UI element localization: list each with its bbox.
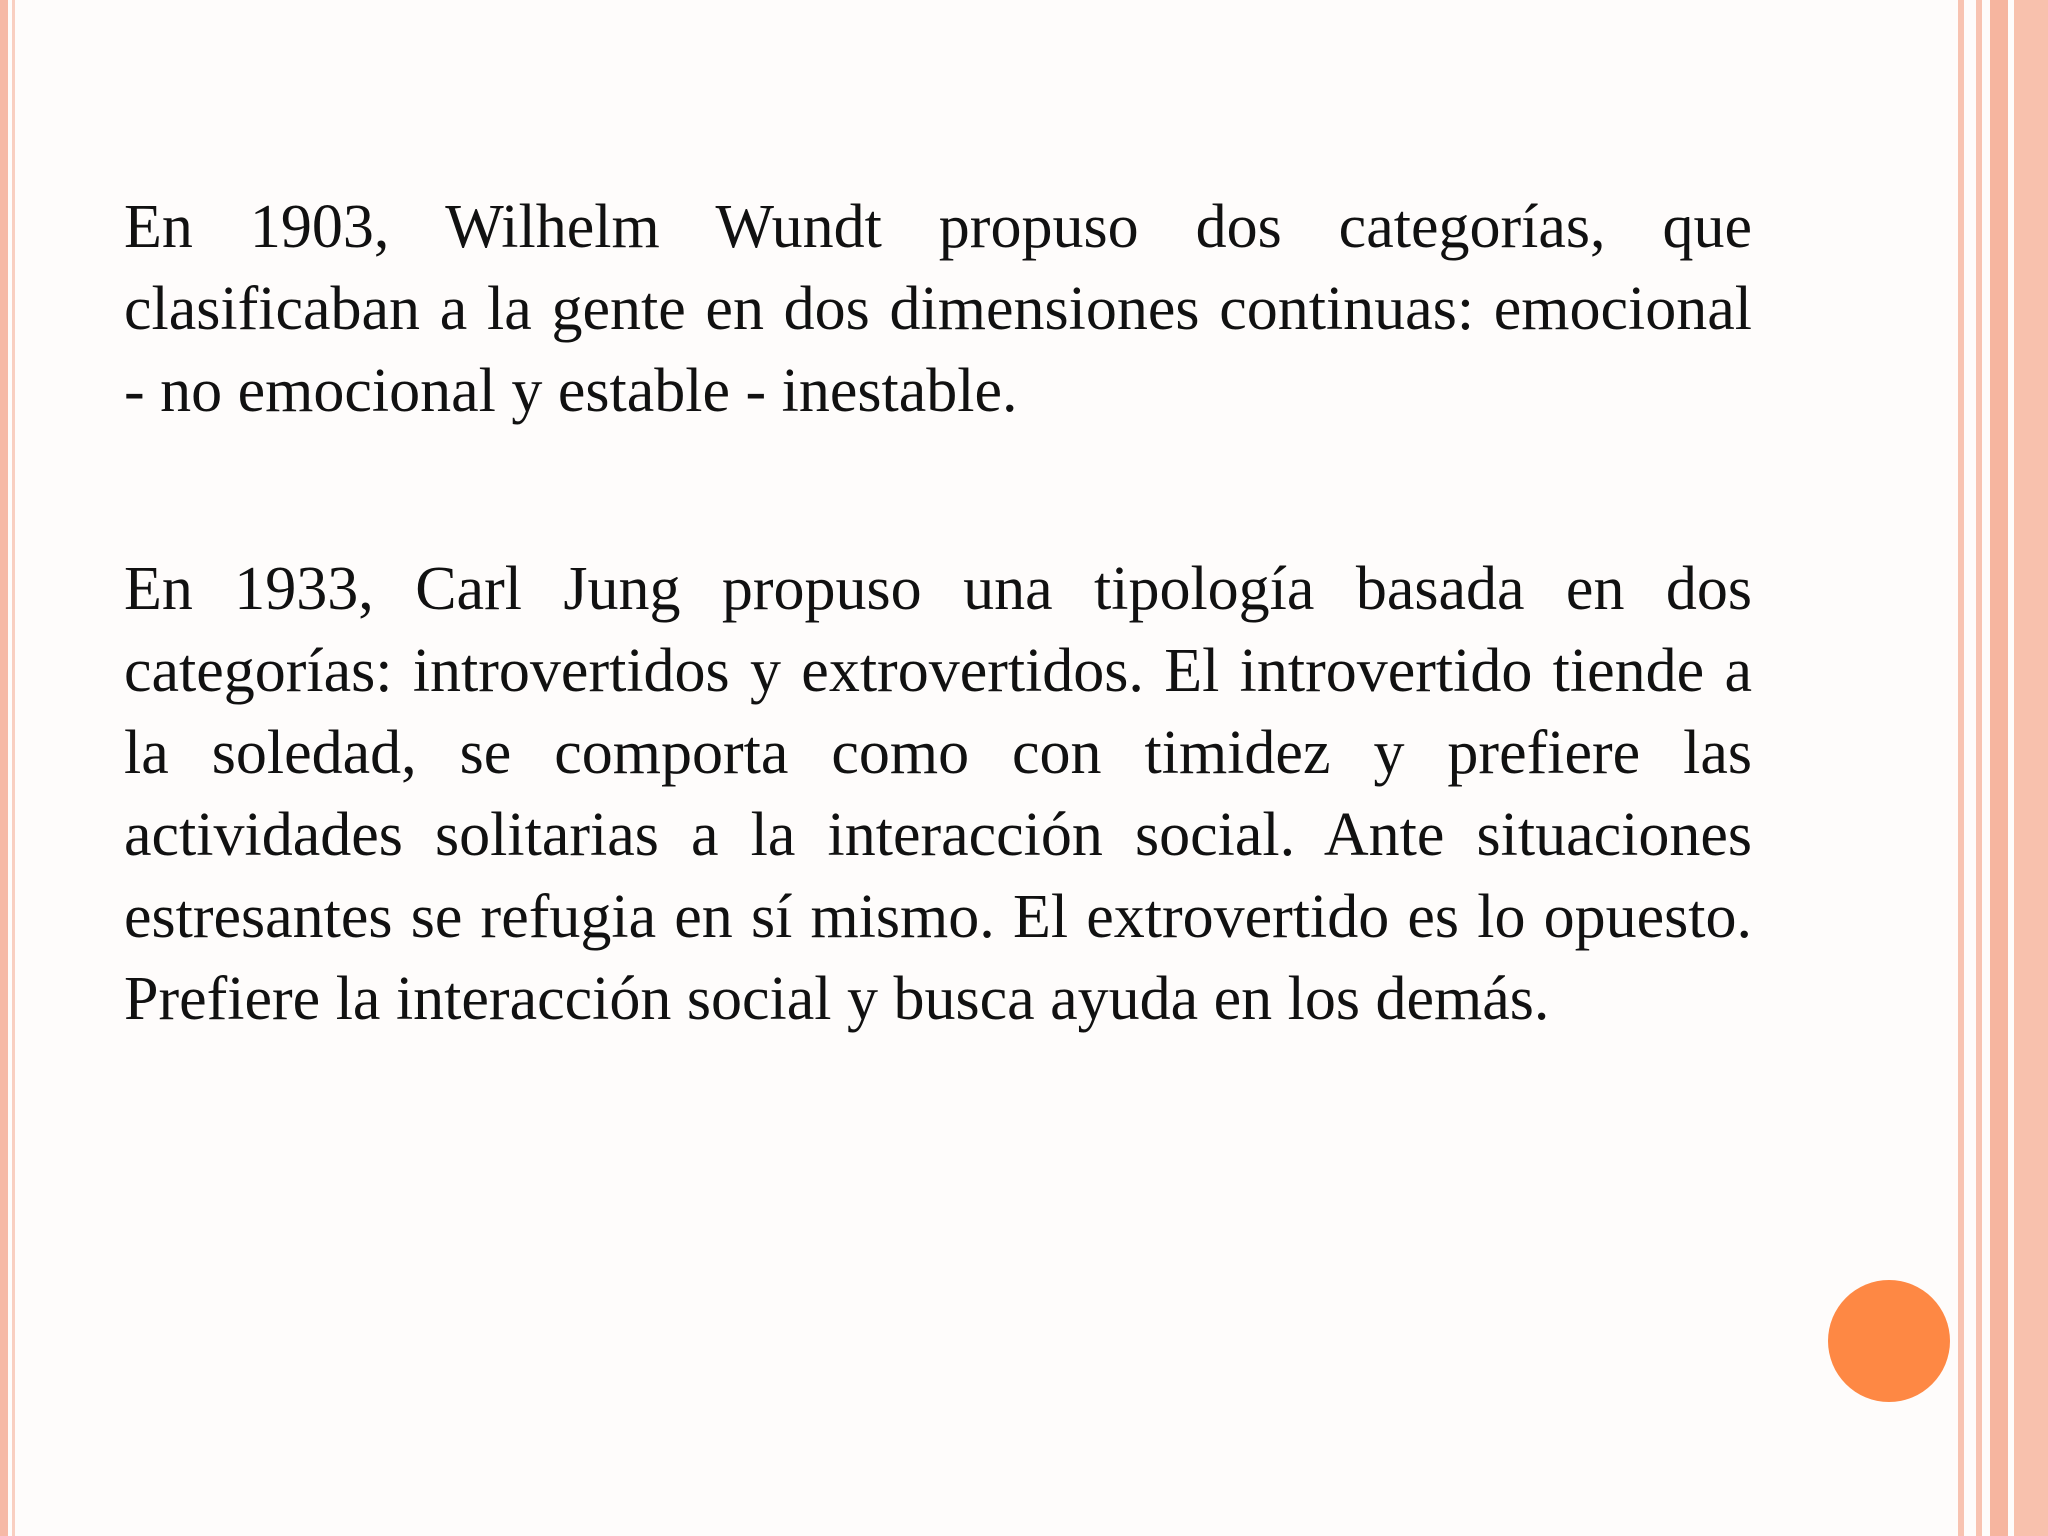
paragraph-wundt: En 1903, Wilhelm Wundt propuso dos categorías, que clasificaban a la gente en dos dimensiones continuas: emocional - no emocional y estable - inestable. [124,193,1752,425]
left-border-decoration [0,0,8,1536]
orange-dot-decoration [1828,1280,1950,1402]
right-border-stripe [1976,0,1982,1536]
left-border-line [12,0,15,1536]
right-border-stripe [2014,0,2048,1536]
slide-body [124,186,1752,1040]
paragraph-jung: En 1933, Carl Jung propuso una tipología basada en dos categorías: introvertidos y extrovertidos. El introvertido tiende a la soledad, se comporta como con timidez y prefiere las actividades solitarias a la interacción social. Ante situaciones estresantes se refugia en sí mismo. El extrovertido es lo opuesto. Prefiere la interacción social y busca ayuda en los demás. [124,555,1752,1033]
right-border-stripe [1958,0,1964,1536]
right-border-stripe [1990,0,2008,1536]
